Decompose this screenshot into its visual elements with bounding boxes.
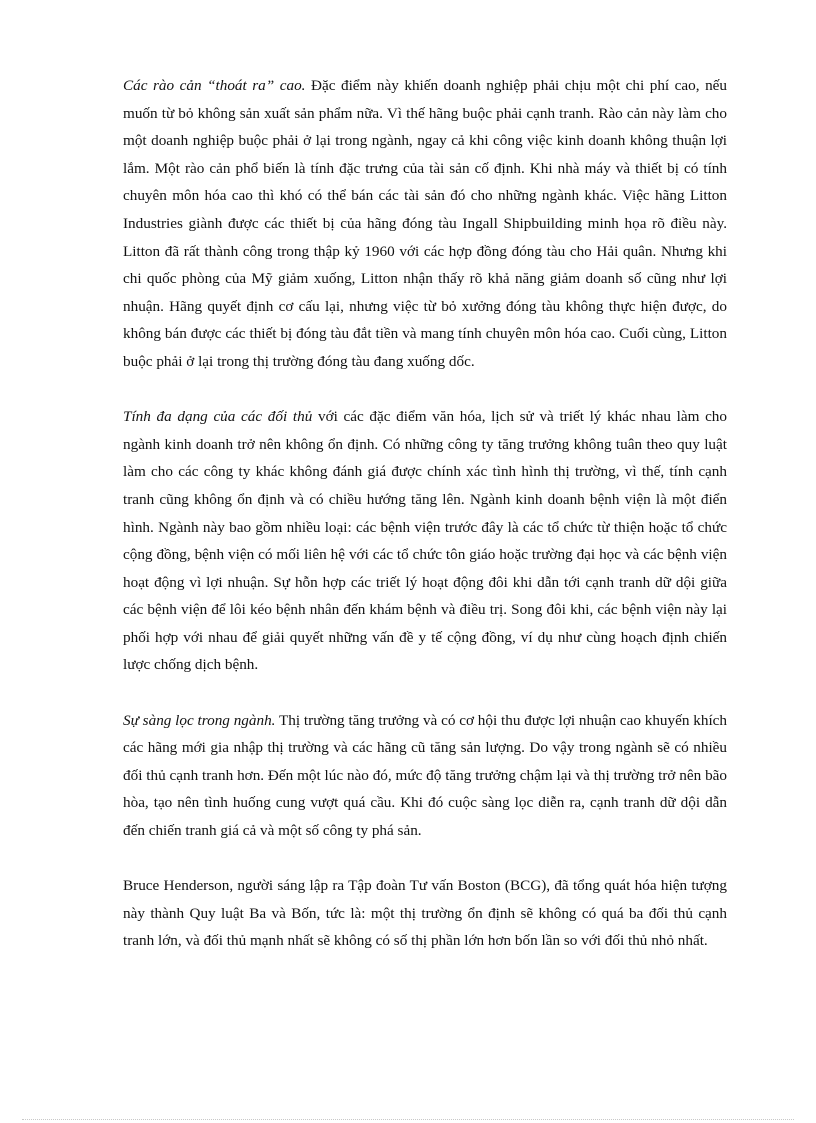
paragraph-lead-exit-barriers: Các rào cản “thoát ra” cao. bbox=[123, 77, 306, 94]
paragraph-text-exit-barriers: Đặc điểm này khiến doanh nghiệp phải chịu một chi phí cao, nếu muốn từ bỏ không sản xuất sản phẩm nữa. Vì thế hãng buộc phải cạnh tranh. Rào cản này làm cho một doanh nghiệp buộc phải ở lại trong ngành, ngay cả khi công việc kinh doanh không thuận lợi lắm. Một rào cản phổ biến là tính đặc trưng của tài sản cố định. Khi nhà máy và thiết bị có tính chuyên môn hóa cao thì khó có thể bán các tài sản đó cho những ngành khác. Việc hãng Litton Industries giành được các thiết bị của hãng đóng tàu Ingall Shipbuilding minh họa rõ điều này. Litton đã rất thành công trong thập kỷ 1960 với các hợp đồng đóng tàu cho Hải quân. Nhưng khi chi quốc phòng của Mỹ giảm xuống, Litton nhận thấy rõ khả năng giảm doanh số cũng như lợi nhuận. Hãng quyết định cơ cấu lại, nhưng việc từ bỏ xưởng đóng tàu không thực hiện được, do không bán được các thiết bị đóng tàu đắt tiền và mang tính chuyên môn hóa cao. Cuối cùng, Litton buộc phải ở lại trong thị trường đóng tàu đang xuống dốc. bbox=[123, 77, 727, 370]
paragraph-lead-industry-shakeout: Sự sàng lọc trong ngành. bbox=[123, 711, 276, 729]
paragraph-text-competitor-diversity: với các đặc điểm văn hóa, lịch sử và triết lý khác nhau làm cho ngành kinh doanh trở nên không ổn định. Có những công ty tăng trưởng không tuân theo quy luật làm cho các công ty khác không đánh giá được chính xác tình hình thị trường, vì thế, tính cạnh tranh cũng không ổn định và có chiều hướng tăng lên. Ngành kinh doanh bệnh viện là một điển hình. Ngành này bao gồm nhiều loại: các bệnh viện trước đây là các tổ chức từ thiện hoặc tổ chức cộng đồng, bệnh viện có mối liên hệ với các tổ chức tôn giáo hoặc trường đại học và các bệnh viện hoạt động vì lợi nhuận. Sự hỗn hợp các triết lý hoạt động đôi khi dẫn tới cạnh tranh dữ dội giữa các bệnh viện để lôi kéo bệnh nhân đến khám bệnh và điều trị. Song đôi khi, các bệnh viện này lại phối hợp với nhau để giải quyết những vấn đề y tế cộng đồng, ví dụ như cùng hoạch định chiến lược chống dịch bệnh. bbox=[123, 408, 727, 674]
paragraph-text-henderson-rule: Bruce Henderson, người sáng lập ra Tập đoàn Tư vấn Boston (BCG), đã tổng quát hóa hiện tượng này thành Quy luật Ba và Bốn, tức là: một thị trường ổn định sẽ không có quá ba đối thủ cạnh tranh lớn, và đối thủ mạnh nhất sẽ không có số thị phần lớn hơn bốn lần so với đối thủ nhỏ nhất. bbox=[123, 877, 727, 950]
page-bottom-divider bbox=[22, 1119, 794, 1120]
paragraph-competitor-diversity bbox=[123, 403, 727, 679]
document-body bbox=[123, 72, 727, 983]
paragraph-henderson-rule bbox=[123, 872, 727, 955]
paragraph-industry-shakeout bbox=[123, 707, 727, 845]
paragraph-lead-competitor-diversity: Tính đa dạng của các đối thủ bbox=[123, 408, 313, 426]
paragraph-text-industry-shakeout: Thị trường tăng trưởng và có cơ hội thu được lợi nhuận cao khuyến khích các hãng mới gia nhập thị trường và các hãng cũ tăng sản lượng. Do vậy trong ngành sẽ có nhiều đối thủ cạnh tranh hơn. Đến một lúc nào đó, mức độ tăng trưởng chậm lại và thị trường trở nên bão hòa, tạo nên tình huống cung vượt quá cầu. Khi đó cuộc sàng lọc diễn ra, cạnh tranh dữ dội dẫn đến chiến tranh giá cả và một số công ty phá sản. bbox=[123, 711, 727, 840]
paragraph-exit-barriers bbox=[123, 72, 727, 376]
